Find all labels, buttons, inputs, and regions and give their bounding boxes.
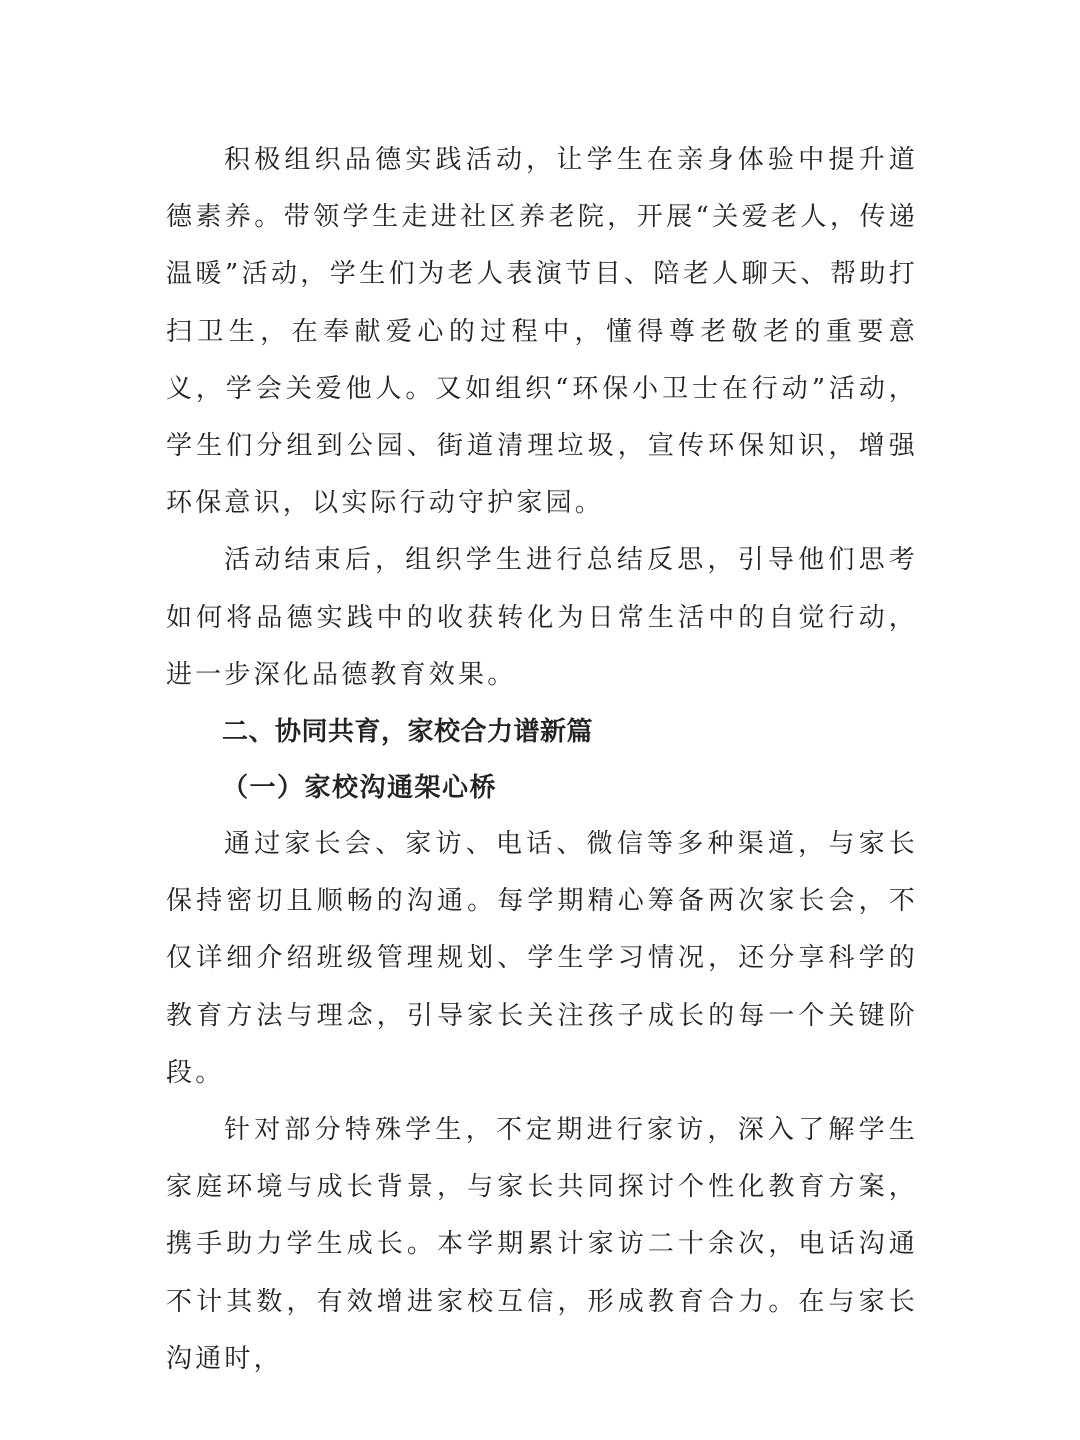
paragraph-communication-channels: 通过家长会、家访、电话、微信等多种渠道，与家长保持密切且顺畅的沟通。每学期精心筹备两次家长会，不仅详细介绍班级管理规划、学生学习情况，还分享科学的教育方法与理念，引导家长关注孩子成长的每一个关键阶段。 bbox=[166, 829, 918, 1088]
paragraph-home-visits: 针对部分特殊学生，不定期进行家访，深入了解学生家庭环境与成长背景，与家长共同探讨个性化教育方案，携手助力学生成长。本学期累计家访二十余次，电话沟通不计其数，有效增进家校互信，形成教育合力。在与家长沟通时， bbox=[166, 1115, 918, 1374]
subsection-heading: （一）家校沟通架心桥 bbox=[222, 773, 498, 804]
paragraph-reflection: 活动结束后，组织学生进行总结反思，引导他们思考如何将品德实践中的收获转化为日常生活中的自觉行动，进一步深化品德教育效果。 bbox=[166, 545, 918, 690]
section-heading: 二、协同共育，家校合力谱新篇 bbox=[222, 717, 594, 748]
document-page bbox=[166, 128, 918, 1388]
paragraph-moral-practice: 积极组织品德实践活动，让学生在亲身体验中提升道德素养。带领学生走进社区养老院，开展“关爱老人，传递温暖”活动，学生们为老人表演节目、陪老人聊天、帮助打扫卫生，在奉献爱心的过程中，懂得尊老敬老的重要意义，学会关爱他人。又如组织“环保小卫士在行动”活动，学生们分组到公园、街道清理垃圾，宣传环保知识，增强环保意识，以实际行动守护家园。 bbox=[166, 145, 918, 519]
